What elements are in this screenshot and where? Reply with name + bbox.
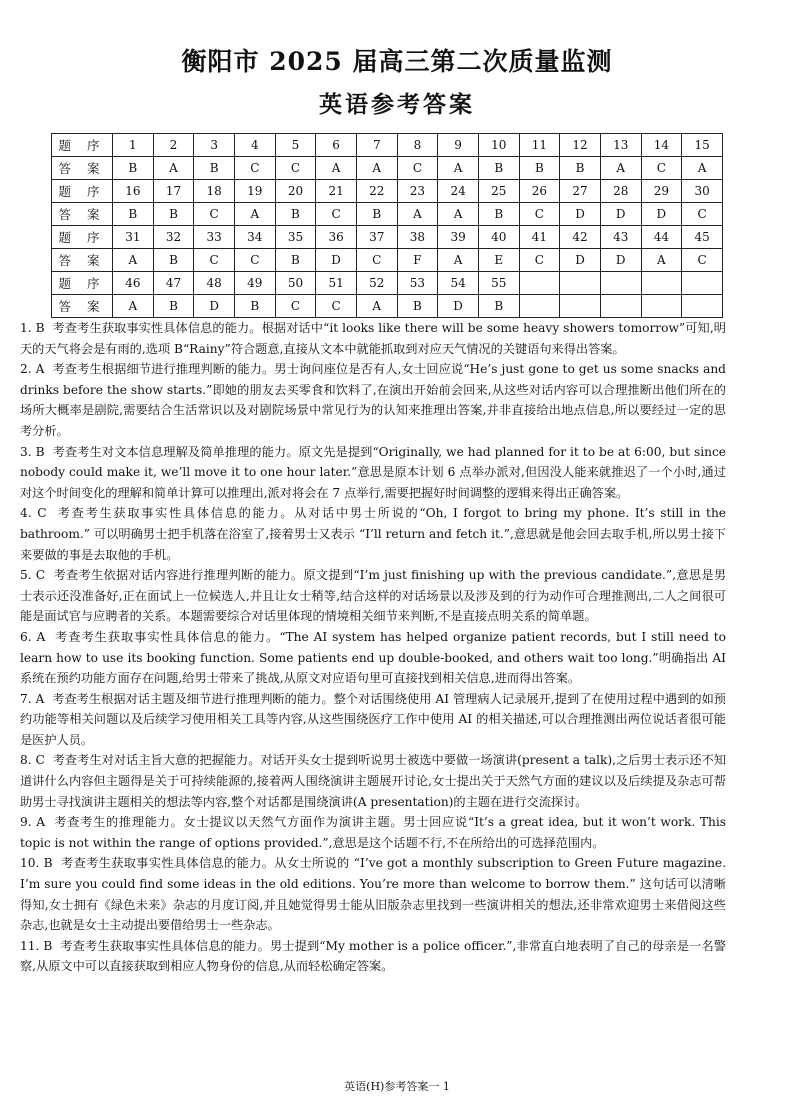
explanation-answer: 9. A [20, 815, 46, 830]
explanation-answer: 5. C [20, 568, 46, 583]
explanation-item [20, 750, 726, 812]
answer-cell: D [560, 249, 601, 272]
answer-cell: E [478, 249, 519, 272]
question-number-cell: 46 [113, 272, 154, 295]
question-number-cell: 23 [397, 180, 438, 203]
question-number-cell: 42 [560, 226, 601, 249]
document-subtitle: 英语参考答案 [319, 91, 475, 118]
answer-cell: C [194, 203, 235, 226]
answer-cell: D [600, 249, 641, 272]
explanation-text: 考查考生对文本信息理解及简单推理的能力。原文先是提到“Originally, we had planned for it to be at 6:00, but since nobody could make it, we’ll move it to one hour later.”意思是原本计划 6 点举办派对,但因没人能来就推迟了一个小时,通过对这个时间变化的理解和简单计算可以推理出,派对将会在 7 点举行,需要把握好时间调整的逻辑来得出正确答案。 [20, 444, 726, 500]
answer-cell: C [397, 157, 438, 180]
question-label-cell: 题 序 [52, 226, 113, 249]
answer-cell: A [600, 157, 641, 180]
answer-cell: A [682, 157, 723, 180]
question-number-cell [519, 272, 560, 295]
explanation-answer: 4. C [20, 506, 47, 521]
question-number-cell: 52 [356, 272, 397, 295]
answer-cell: C [234, 157, 275, 180]
question-number-cell [682, 272, 723, 295]
explanation-item [20, 442, 726, 504]
explanation-text: 考查考生根据细节进行推理判断的能力。男士询问座位是否有人,女士回应说“He’s just gone to get us some snacks and drinks before the show starts.”即她的朋友去买零食和饮料了,在演出开始前会回来,从这些对话内容可以合理推断出他们所在的场所大概率是剧院,需要结合生活常识以及对剧院场景中常见行为的认知来推理出答案,并非直接给出地点信息,所以要经过一定的思考分析。 [20, 362, 726, 438]
explanation-text: 考查考生获取事实性具体信息的能力。“The AI system has helped organize patient records, but I still need to learn how to use its booking function. Some patients end up double-booked, and others wait too long.”明确指出 AI 系统在预约功能方面存在问题,给男士带来了挑战,从原文对应语句里可直接找到相关信息,进而得出答案。 [20, 629, 726, 686]
answer-cell: B [153, 249, 194, 272]
answer-cell: C [275, 157, 316, 180]
question-number-cell: 53 [397, 272, 438, 295]
question-number-cell: 7 [356, 134, 397, 157]
explanation-item [20, 503, 726, 565]
answer-cell: C [641, 157, 682, 180]
explanation-item [20, 565, 726, 627]
question-number-cell: 25 [478, 180, 519, 203]
question-number-row [52, 180, 723, 203]
question-number-cell: 10 [478, 134, 519, 157]
document-title: 衡阳市 2025 届高三第二次质量监测 [181, 47, 613, 76]
explanation-answer: 8. C [20, 753, 45, 768]
answer-cell: C [234, 249, 275, 272]
answer-cell: D [316, 249, 357, 272]
answer-cell: B [113, 203, 154, 226]
answer-cell: A [234, 203, 275, 226]
question-number-cell: 9 [438, 134, 479, 157]
answer-row [52, 157, 723, 180]
explanation-item [20, 689, 726, 751]
answer-cell: C [682, 249, 723, 272]
explanation-text: 考查考生的推理能力。女士提议以天然气方面作为演讲主题。男士回应说“It’s a great idea, but it won’t work. This topic is not within the range of options provided.”,意思是这个话题不行,不在所给出的可选择范围内。 [20, 815, 726, 850]
question-number-cell: 29 [641, 180, 682, 203]
answer-label-cell: 答 案 [52, 203, 113, 226]
question-number-cell: 49 [234, 272, 275, 295]
question-number-cell: 35 [275, 226, 316, 249]
question-number-cell: 24 [438, 180, 479, 203]
question-number-cell: 15 [682, 134, 723, 157]
answer-cell: B [560, 157, 601, 180]
explanation-answer: 6. A [20, 629, 46, 644]
answer-cell: C [316, 295, 357, 318]
question-number-cell: 44 [641, 226, 682, 249]
question-number-cell: 18 [194, 180, 235, 203]
answer-table [51, 133, 723, 318]
explanation-item [20, 359, 726, 441]
question-number-cell: 40 [478, 226, 519, 249]
explanation-text: 考查考生根据对话主题及细节进行推理判断的能力。整个对话围绕使用 AI 管理病人记录展开,提到了在使用过程中遇到的如预约功能等相关问题以及后续学习使用相关工具等内容,从这些围绕医疗工作中使用 AI 的相关描述,可以合理推测出两位说话者很可能是医护人员。 [20, 691, 726, 747]
explanation-text: 考查考生获取事实性具体信息的能力。根据对话中“it looks like there will be some heavy showers tomorrow”可知,明天的天气将会是有雨的,选项 B“Rainy”符合题意,直接从文本中就能抓取到对应天气情况的关键语句来得出答案。 [20, 321, 726, 356]
question-number-cell: 11 [519, 134, 560, 157]
question-number-cell [600, 272, 641, 295]
answer-cell: C [519, 249, 560, 272]
answer-cell: B [478, 295, 519, 318]
explanation-answer: 7. A [20, 691, 45, 706]
explanation-text: 考查考生对对话主旨大意的把握能力。对话开头女士提到听说男士被选中要做一场演讲(present a talk),之后男士表示还不知道讲什么内容但主题得是关于可持续能源的,接着两人围绕演讲主题展开讨论,女士提出关于天然气方面的建议以及后续提及杂志可帮助男士寻找演讲主题相关的想法等内容,整个对话都是围绕演讲(A presentation)的主题在进行交流探讨。 [20, 753, 727, 809]
question-number-cell: 28 [600, 180, 641, 203]
answer-cell: A [356, 157, 397, 180]
answer-cell: C [519, 203, 560, 226]
explanation-text: 考查考生获取事实性具体信息的能力。从女士所说的 “I’ve got a monthly subscription to Green Future magazine. I’m sure you could find some ideas in the old editions. You’re more than welcome to borrow them.” 这句话可以清晰得知,女士拥有《绿色未来》杂志的月度订阅,并且她觉得男士能从旧版杂志里找到一些演讲相关的想法,还非常欢迎男士来借阅这些杂志,也就是女士主动提出要借给男士一些杂志。 [20, 856, 727, 933]
answer-cell: B [275, 203, 316, 226]
explanation-text: 考查考生获取事实性具体信息的能力。从对话中男士所说的“Oh, I forgot to bring my phone. It’s still in the bathroom.” 可以明确男士把手机落在浴室了,接着男士又表示 “I’ll return and fetch it.”,意思就是他会回去取手机,所以男士接下来要做的事是去取他的手机。 [20, 506, 727, 562]
question-number-cell: 54 [438, 272, 479, 295]
answer-cell: B [356, 203, 397, 226]
question-number-cell: 12 [560, 134, 601, 157]
explanation-item [20, 936, 726, 977]
question-number-cell: 3 [194, 134, 235, 157]
answer-cell: A [438, 249, 479, 272]
answer-cell: D [438, 295, 479, 318]
question-number-cell: 21 [316, 180, 357, 203]
explanation-answer: 1. B [20, 321, 45, 335]
explanation-text: 考查考生获取事实性具体信息的能力。男士提到“My mother is a police officer.”,非常直白地表明了自己的母亲是一名警察,从原文中可以直接获取到相应人物身份的信息,从而轻松确定答案。 [20, 938, 726, 974]
question-number-cell: 37 [356, 226, 397, 249]
answer-cell: D [600, 203, 641, 226]
question-number-cell: 14 [641, 134, 682, 157]
question-number-cell: 32 [153, 226, 194, 249]
answer-cell: B [478, 203, 519, 226]
question-number-cell: 1 [113, 134, 154, 157]
answer-cell: A [356, 295, 397, 318]
question-number-cell: 20 [275, 180, 316, 203]
answer-cell: A [316, 157, 357, 180]
answer-cell [682, 295, 723, 318]
answer-cell: C [316, 203, 357, 226]
answer-cell: A [438, 157, 479, 180]
explanation-item [20, 853, 726, 935]
answer-cell: F [397, 249, 438, 272]
answer-cell: B [234, 295, 275, 318]
answer-cell [600, 295, 641, 318]
answer-cell [641, 295, 682, 318]
answer-cell: A [113, 249, 154, 272]
question-number-cell: 50 [275, 272, 316, 295]
question-number-cell: 36 [316, 226, 357, 249]
explanation-text: 考查考生依据对话内容进行推理判断的能力。原文提到“I’m just finishing up with the previous candidate.”,意思是男士表示还没准备好,正在面试上一位候选人,并且让女士稍等,结合这样的对话场景以及涉及到的行为动作可合理推测出,二人之间很可能是面试官与应聘者的关系。本题需要综合对话里体现的情境相关细节来判断,不是直接点明关系的简单题。 [20, 568, 727, 624]
question-number-cell: 5 [275, 134, 316, 157]
answer-row [52, 249, 723, 272]
explanation-answer: 11. B [20, 938, 53, 953]
question-number-cell: 22 [356, 180, 397, 203]
answer-cell: B [153, 295, 194, 318]
question-number-cell: 45 [682, 226, 723, 249]
answer-label-cell: 答 案 [52, 157, 113, 180]
question-number-cell: 38 [397, 226, 438, 249]
question-number-cell: 13 [600, 134, 641, 157]
question-number-cell: 16 [113, 180, 154, 203]
question-number-cell: 43 [600, 226, 641, 249]
question-number-cell: 27 [560, 180, 601, 203]
answer-cell: A [113, 295, 154, 318]
question-number-cell: 30 [682, 180, 723, 203]
question-number-cell: 8 [397, 134, 438, 157]
answer-cell: C [194, 249, 235, 272]
question-label-cell: 题 序 [52, 134, 113, 157]
question-number-row [52, 226, 723, 249]
answer-row [52, 203, 723, 226]
question-number-cell: 19 [234, 180, 275, 203]
answer-cell: B [397, 295, 438, 318]
answer-cell: A [397, 203, 438, 226]
question-number-cell: 51 [316, 272, 357, 295]
answer-cell: D [194, 295, 235, 318]
question-number-cell: 6 [316, 134, 357, 157]
question-number-row [52, 272, 723, 295]
question-number-cell: 2 [153, 134, 194, 157]
question-number-cell: 39 [438, 226, 479, 249]
explanation-answer: 10. B [20, 856, 53, 871]
explanation-item [20, 627, 726, 689]
explanation-answer: 2. A [20, 362, 45, 377]
question-number-cell [641, 272, 682, 295]
answer-cell [560, 295, 601, 318]
answer-cell: B [275, 249, 316, 272]
page-footer: 英语(H)参考答案一 1 [344, 1080, 450, 1093]
question-number-cell [560, 272, 601, 295]
question-label-cell: 题 序 [52, 180, 113, 203]
answer-cell: B [194, 157, 235, 180]
question-number-cell: 41 [519, 226, 560, 249]
question-label-cell: 题 序 [52, 272, 113, 295]
answer-cell: D [560, 203, 601, 226]
explanation-item [20, 812, 726, 853]
answer-label-cell: 答 案 [52, 295, 113, 318]
answer-row [52, 295, 723, 318]
answer-cell: C [275, 295, 316, 318]
answer-cell [519, 295, 560, 318]
answer-cell: B [478, 157, 519, 180]
answer-cell: A [641, 249, 682, 272]
question-number-cell: 17 [153, 180, 194, 203]
answer-cell: B [113, 157, 154, 180]
question-number-cell: 48 [194, 272, 235, 295]
question-number-cell: 55 [478, 272, 519, 295]
answer-cell: C [356, 249, 397, 272]
question-number-cell: 26 [519, 180, 560, 203]
explanations-list [20, 318, 726, 977]
answer-cell: D [641, 203, 682, 226]
question-number-cell: 47 [153, 272, 194, 295]
answer-cell: A [438, 203, 479, 226]
question-number-cell: 4 [234, 134, 275, 157]
answer-cell: C [682, 203, 723, 226]
question-number-cell: 33 [194, 226, 235, 249]
answer-cell: A [153, 157, 194, 180]
explanation-answer: 3. B [20, 444, 45, 459]
answer-label-cell: 答 案 [52, 249, 113, 272]
answer-cell: B [519, 157, 560, 180]
question-number-cell: 34 [234, 226, 275, 249]
question-number-row [52, 134, 723, 157]
explanation-item [20, 318, 726, 359]
answer-cell: B [153, 203, 194, 226]
question-number-cell: 31 [113, 226, 154, 249]
